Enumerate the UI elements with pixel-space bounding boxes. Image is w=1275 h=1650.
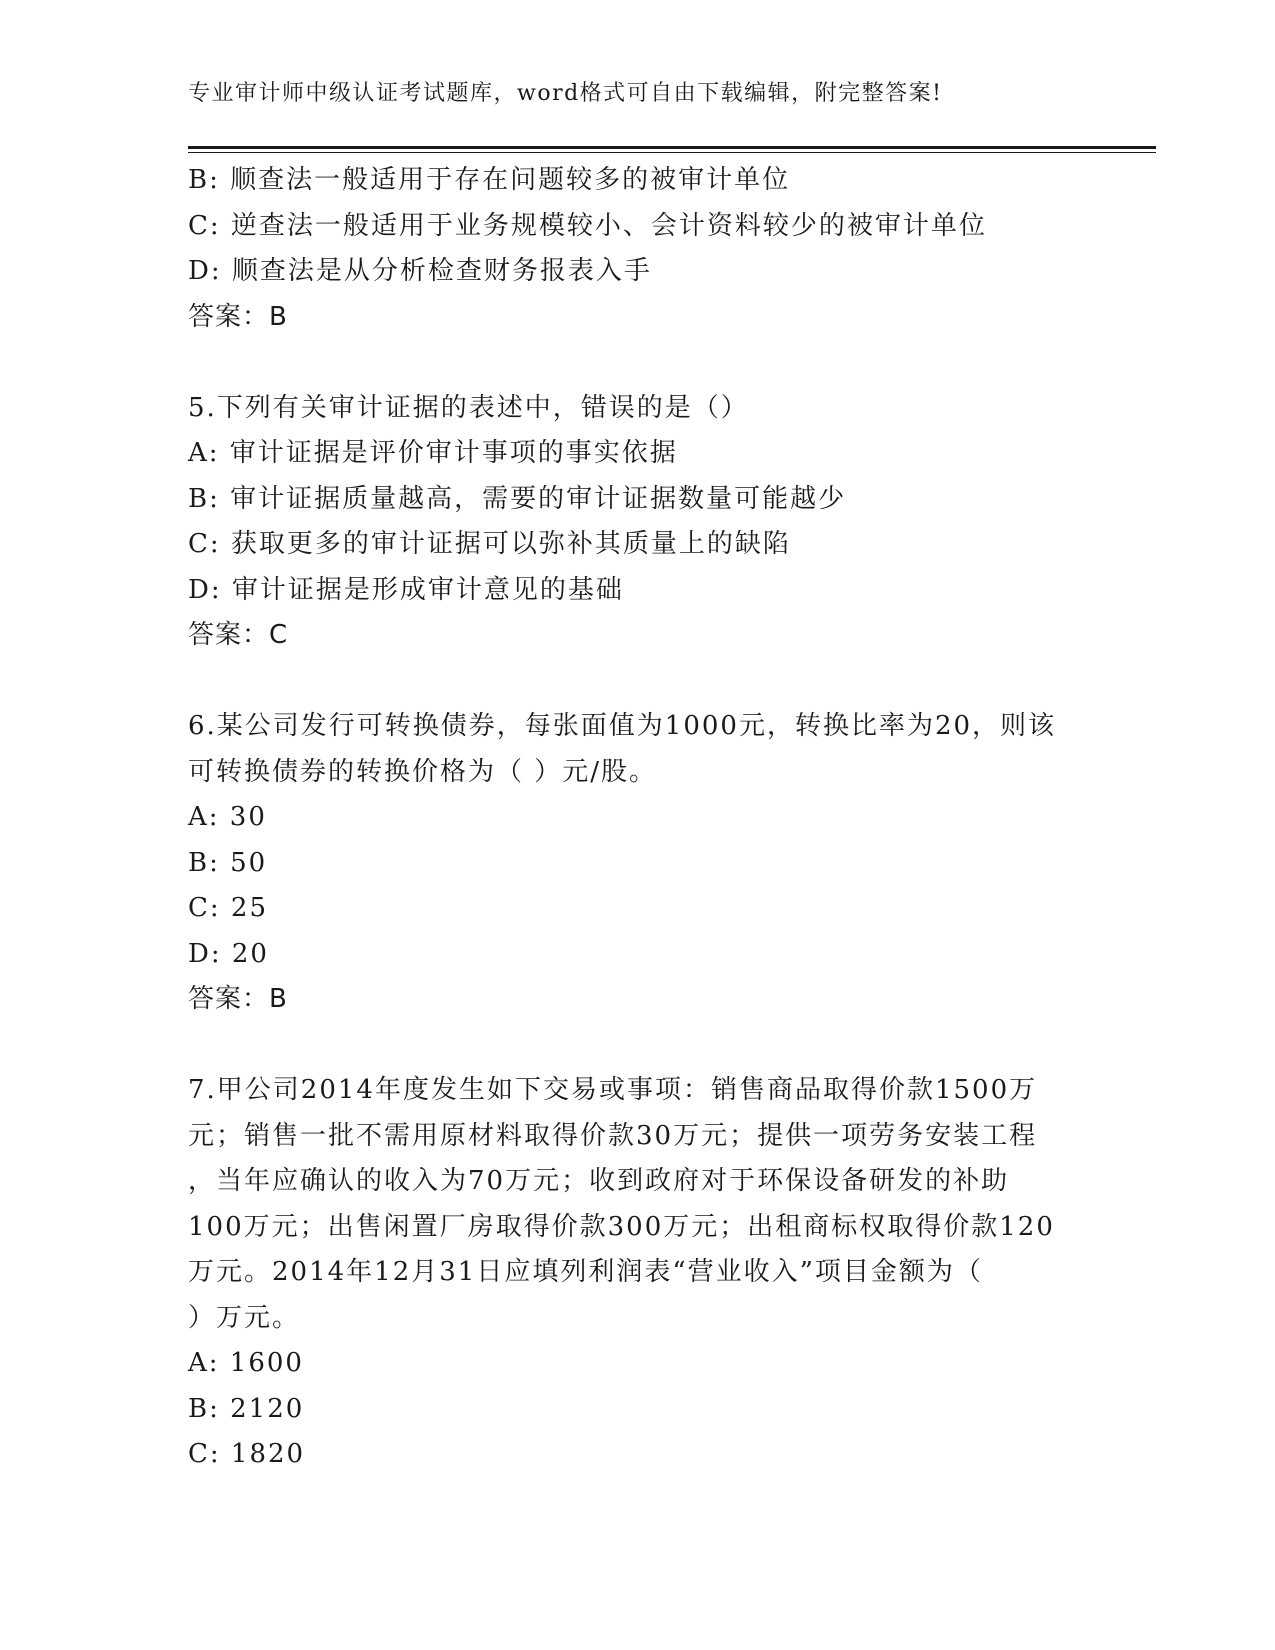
question-6 <box>188 704 1088 1023</box>
question-4-tail <box>188 158 1088 340</box>
answer-line: 答案：C <box>188 620 289 650</box>
question-stem: ）万元。 <box>188 1302 301 1333</box>
question-7 <box>188 1068 1088 1478</box>
answer-line: 答案：B <box>188 301 288 332</box>
question-stem: 元；销售一批不需用原材料取得价款30万元；提供一项劳务安装工程 <box>188 1120 1038 1151</box>
question-stem: 100万元；出售闲置厂房取得价款300万元；出租商标权取得价款120 <box>188 1211 1055 1242</box>
spacer <box>188 1023 1088 1069</box>
option-d: D: 审计证据是形成审计意见的基础 <box>188 574 624 605</box>
page-header: 专业审计师中级认证考试题库，word格式可自由下载编辑，附完整答案! <box>188 81 943 106</box>
option-d: D: 顺查法是从分析检查财务报表入手 <box>188 256 652 286</box>
option-b: B: 2120 <box>188 1393 305 1424</box>
document-body <box>188 158 1088 1478</box>
header-rule-thick <box>188 146 1156 149</box>
spacer <box>188 340 1088 386</box>
spacer <box>188 659 1088 705</box>
option-c: C: 1820 <box>188 1439 306 1469</box>
question-stem: 5.下列有关审计证据的表述中，错误的是（） <box>188 392 749 423</box>
option-c: C: 获取更多的审计证据可以弥补其质量上的缺陷 <box>188 529 791 559</box>
option-c: C: 25 <box>188 893 269 923</box>
option-a: A: 审计证据是评价审计事项的事实依据 <box>188 438 678 468</box>
option-c: C: 逆查法一般适用于业务规模较小、会计资料较少的被审计单位 <box>188 210 987 241</box>
question-stem: ，当年应确认的收入为70万元；收到政府对于环保设备研发的补助 <box>188 1166 1010 1196</box>
answer-line: 答案：B <box>188 984 288 1014</box>
question-stem: 可转换债券的转换价格为（ ）元/股。 <box>188 756 658 787</box>
option-a: A: 30 <box>188 802 267 832</box>
question-stem: 万元。2014年12月31日应填列利润表“营业收入”项目金额为（ <box>188 1257 983 1287</box>
option-d: D: 20 <box>188 938 269 969</box>
question-5 <box>188 386 1088 659</box>
question-stem: 6.某公司发行可转换债券，每张面值为1000元，转换比率为20，则该 <box>188 711 1057 741</box>
header-rule-thin <box>188 152 1156 153</box>
option-b: B: 审计证据质量越高，需要的审计证据数量可能越少 <box>188 483 847 514</box>
option-b: B: 50 <box>188 847 268 878</box>
option-a: A: 1600 <box>188 1348 304 1378</box>
option-b: B: 顺查法一般适用于存在问题较多的被审计单位 <box>188 165 791 195</box>
question-stem: 7.甲公司2014年度发生如下交易或事项：销售商品取得价款1500万 <box>188 1075 1038 1105</box>
